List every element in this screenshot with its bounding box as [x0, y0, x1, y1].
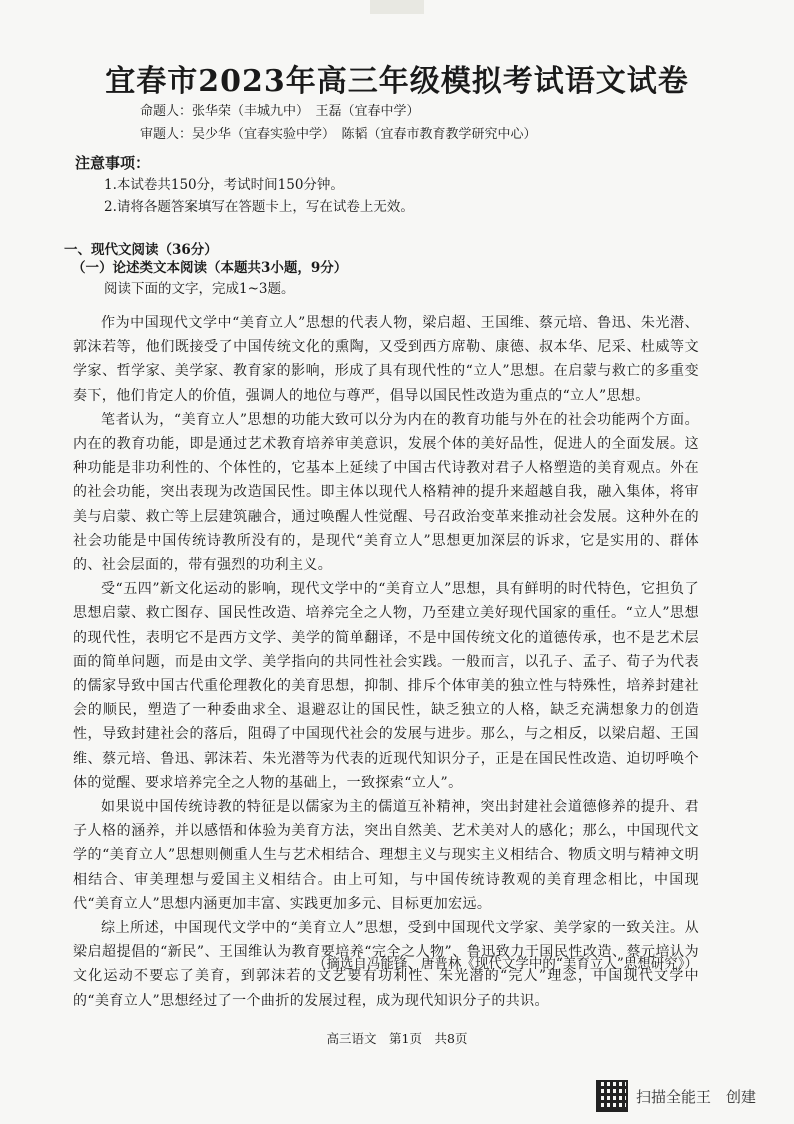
passage-paragraph: 受“五四”新文化运动的影响，现代文学中的“美育立人”思想，具有鲜明的时代特色，它担负了思想启蒙、救亡图存、国民性改造、培养完全之人物，乃至建立美好现代国家的重任。“立人”思想的现代性，表明它不是西方文学、美学的简单翻译，不是中国传统文化的道德传承，也不是艺术层面的简单问题，而是由文学、美学指向的共同性社会实践。一般而言，以孔子、孟子、荀子为代表的儒家导致中国古代重伦理教化的美育思想，抑制、排斥个体审美的独立性与特殊性，培养封建社会的顺民，塑造了一种委曲求全、退避忍让的国民性，缺乏独立的人格，缺乏充满想象力的创造性，导致封建社会的落后，阻碍了中国现代社会的发展与进步。那么，与之相反，以梁启超、王国维、蔡元培、鲁迅、郭沫若、朱光潜等为代表的近现代知识分子，正是在国民性改造、迫切呼唤个体的觉醒、要求培养完全之人物的基础上，一致探索“立人”。 — [73, 581, 699, 791]
setters-line: 命题人：张华荣（丰城九中） 王磊（宜春中学） — [140, 104, 420, 119]
notice-item: 1.本试卷共150分，考试时间150分钟。 — [104, 177, 344, 193]
passage-paragraph: 笔者认为，“美育立人”思想的功能大致可以分为内在的教育功能与外在的社会功能两个方面。内在的教育功能，即是通过艺术教育培养审美意识，发展个体的美好品性，促进人的全面发展。这种功能是非功利性的、个体性的，它基本上延续了中国古代诗教对君子人格塑造的美育观点。外在的社会功能，突出表现为改造国民性。即主体以现代人格精神的提升来超越自我，融入集体，将审美与启蒙、救亡等上层建筑融合，通过唤醒人性觉醒、号召政治变革来推动社会发展。这种外在的社会功能是中国传统诗教所没有的，是现代“美育立人”思想更加深层的诉求，它是实用的、群体的、社会层面的，带有强烈的功利主义。 — [73, 411, 699, 574]
scan-artifact — [370, 0, 424, 14]
reading-instruction: 阅读下面的文字，完成1~3题。 — [104, 281, 295, 297]
scanner-watermark: 扫描全能王 创建 — [636, 1088, 757, 1106]
notice-list — [104, 174, 414, 218]
qr-code-icon — [596, 1080, 628, 1112]
passage-source: （摘选自冯能锋、唐普林《现代文学中的“美育立人”思想研究》） — [312, 956, 698, 972]
notice-title: 注意事项： — [75, 154, 151, 172]
passage-paragraph: 综上所述，中国现代文学中的“美育立人”思想，受到中国现代文学家、美学家的一致关注。从梁启超提倡的“新民”、王国维认为教育要培养“完全之人物”、鲁迅致力于国民性改造、蔡元培认为文化运动不要忘了美育，到郭沫若的文艺要有功利性、朱光潜的“完人”理念，中国现代文学中的“美育立人”思想经过了一个曲折的发展过程，成为现代知识分子的共识。 — [73, 920, 699, 1009]
subsection-heading: （一）论述类文本阅读（本题共3小题，9分） — [72, 260, 348, 276]
section-heading: 一、现代文阅读（36分） — [64, 242, 218, 258]
reviewers-line: 审题人：吴少华（宜春实验中学） 陈韬（宜春市教育教学研究中心） — [140, 127, 537, 142]
passage — [73, 311, 699, 1013]
passage-paragraph: 作为中国现代文学中“美育立人”思想的代表人物，梁启超、王国维、蔡元培、鲁迅、朱光潜、郭沫若等，他们既接受了中国传统文化的熏陶，又受到西方席勒、康德、叔本华、尼采、杜威等文学家、哲学家、美学家、教育家的影响，形成了具有现代性的“立人”思想。在启蒙与救亡的多重变奏下，他们肯定人的价值，强调人的地位与尊严，倡导以国民性改造为重点的“立人”思想。 — [73, 315, 699, 404]
passage-paragraph: 如果说中国传统诗教的特征是以儒家为主的儒道互补精神，突出封建社会道德修养的提升、君子人格的涵养，并以感悟和体验为美育方法，突出自然美、艺术美对人的感化；那么，中国现代文学的“美育立人”思想则侧重人生与艺术相结合、理想主义与现实主义相结合、物质文明与精神文明相结合、审美理想与爱国主义相结合。由上可知，与中国传统诗教观的美育理念相比，中国现代“美育立人”思想内涵更加丰富、实践更加多元、目标更加宏远。 — [73, 799, 699, 912]
exam-title: 宜春市2023年高三年级模拟考试语文试卷 — [105, 64, 689, 99]
notice-item: 2.请将各题答案填写在答题卡上，写在试卷上无效。 — [104, 199, 414, 215]
page-footer: 高三语文 第1页 共8页 — [326, 1031, 468, 1046]
authors-block — [140, 100, 537, 146]
